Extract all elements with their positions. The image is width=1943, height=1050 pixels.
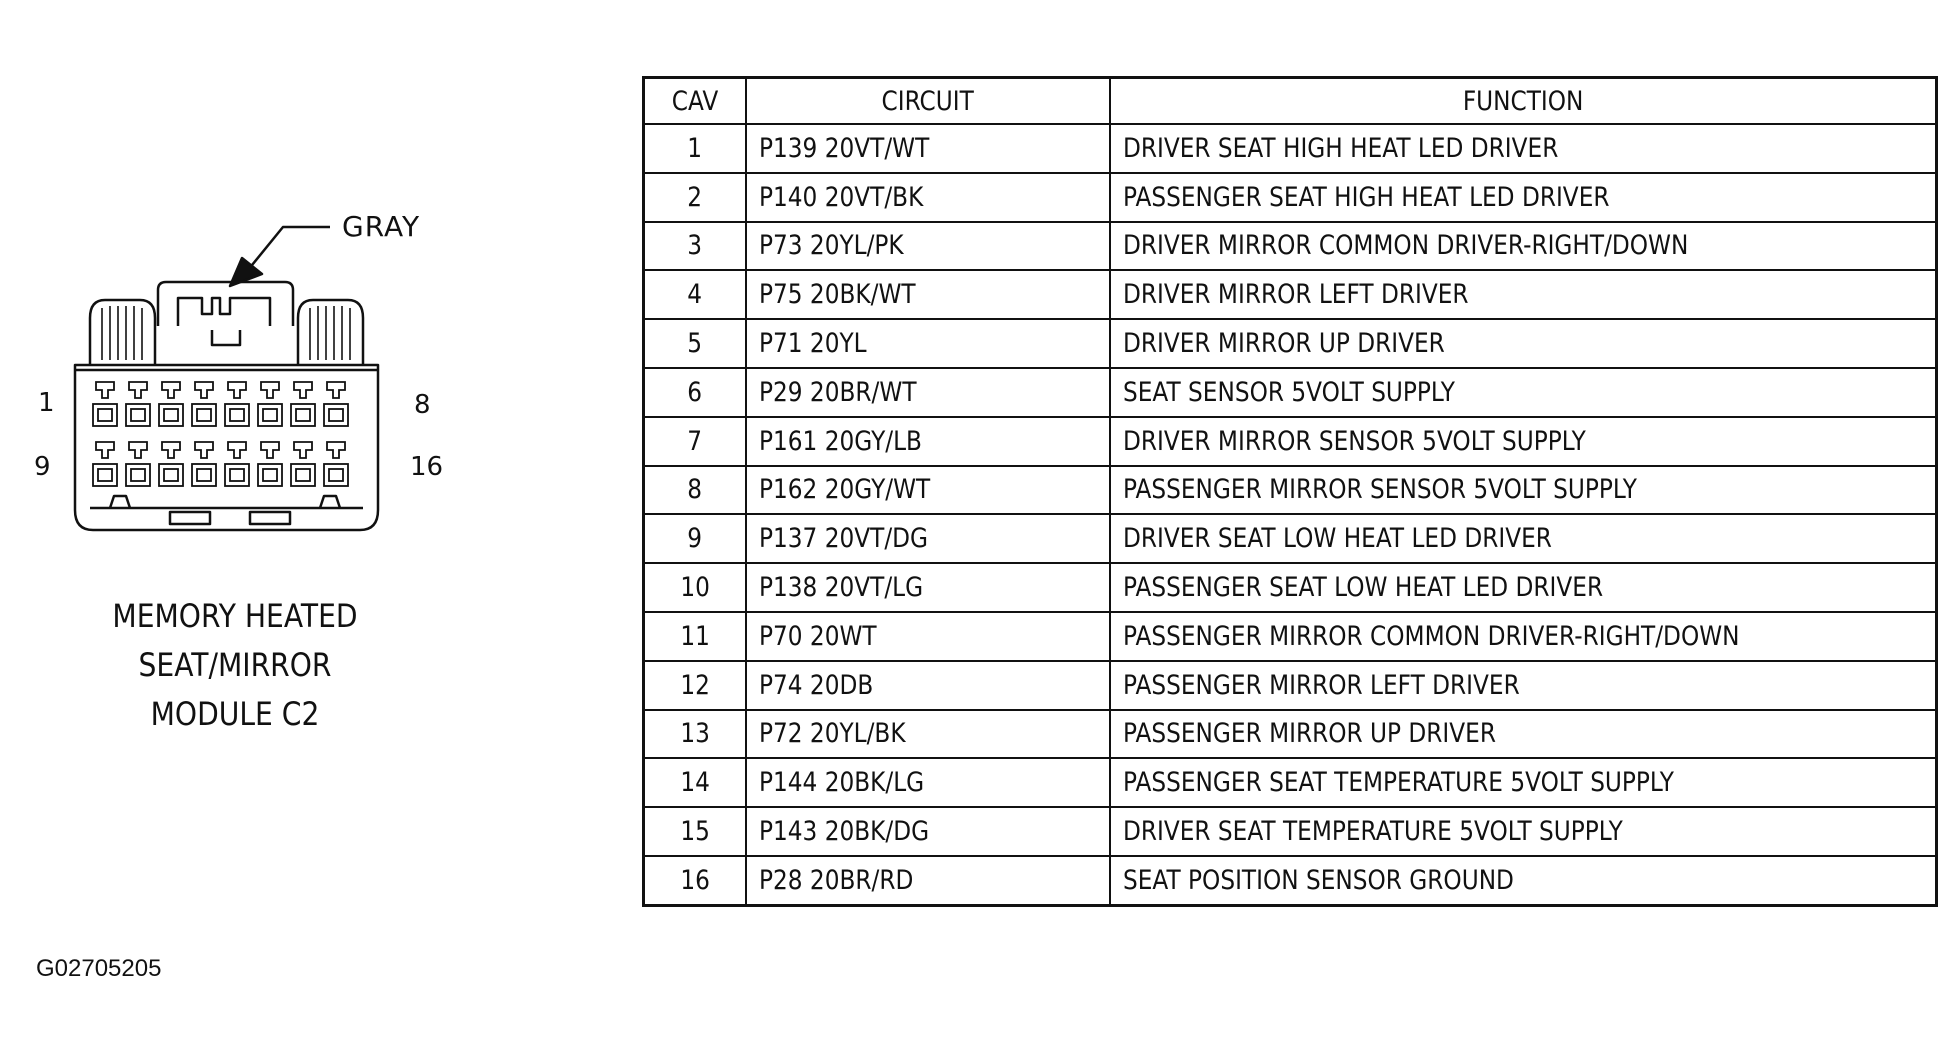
table-row bbox=[644, 661, 1937, 710]
function-cell: PASSENGER SEAT TEMPERATURE 5VOLT SUPPLY bbox=[1110, 758, 1937, 807]
cavity-10 bbox=[126, 442, 150, 486]
function-cell: DRIVER SEAT LOW HEAT LED DRIVER bbox=[1110, 514, 1937, 563]
circuit-cell: P162 20GY/WT bbox=[746, 466, 1110, 515]
pin-label-16: 16 bbox=[410, 452, 444, 482]
circuit-cell: P71 20YL bbox=[746, 319, 1110, 368]
cavity-14 bbox=[258, 442, 282, 486]
table-row bbox=[644, 124, 1937, 173]
function-cell: SEAT SENSOR 5VOLT SUPPLY bbox=[1110, 368, 1937, 417]
cavity-11 bbox=[159, 442, 183, 486]
function-cell: DRIVER MIRROR LEFT DRIVER bbox=[1110, 270, 1937, 319]
pin-label-1: 1 bbox=[38, 388, 55, 418]
cav-cell: 10 bbox=[644, 563, 747, 612]
cavity-7 bbox=[291, 382, 315, 426]
cavity-8 bbox=[324, 382, 348, 426]
circuit-cell: P28 20BR/RD bbox=[746, 856, 1110, 905]
pin-label-9: 9 bbox=[34, 452, 51, 482]
function-cell: PASSENGER MIRROR LEFT DRIVER bbox=[1110, 661, 1937, 710]
cav-cell: 9 bbox=[644, 514, 747, 563]
function-cell: DRIVER MIRROR UP DRIVER bbox=[1110, 319, 1937, 368]
circuit-cell: P138 20VT/LG bbox=[746, 563, 1110, 612]
table-row bbox=[644, 710, 1937, 759]
function-cell: DRIVER MIRROR SENSOR 5VOLT SUPPLY bbox=[1110, 417, 1937, 466]
function-cell: PASSENGER SEAT HIGH HEAT LED DRIVER bbox=[1110, 173, 1937, 222]
table-row bbox=[644, 319, 1937, 368]
circuit-cell: P137 20VT/DG bbox=[746, 514, 1110, 563]
circuit-cell: P73 20YL/PK bbox=[746, 222, 1110, 271]
circuit-cell: P140 20VT/BK bbox=[746, 173, 1110, 222]
cav-cell: 4 bbox=[644, 270, 747, 319]
circuit-cell: P144 20BK/LG bbox=[746, 758, 1110, 807]
module-caption bbox=[81, 592, 389, 739]
cavity-9 bbox=[93, 442, 117, 486]
cavity-3 bbox=[159, 382, 183, 426]
cavity-2 bbox=[126, 382, 150, 426]
table-row bbox=[644, 222, 1937, 271]
cav-cell: 15 bbox=[644, 807, 747, 856]
cavity-13 bbox=[225, 442, 249, 486]
function-cell: DRIVER SEAT HIGH HEAT LED DRIVER bbox=[1110, 124, 1937, 173]
function-cell: PASSENGER MIRROR SENSOR 5VOLT SUPPLY bbox=[1110, 466, 1937, 515]
cav-cell: 16 bbox=[644, 856, 747, 905]
header-cav: CAV bbox=[644, 78, 747, 125]
table-row bbox=[644, 270, 1937, 319]
cav-cell: 13 bbox=[644, 710, 747, 759]
cavity-1 bbox=[93, 382, 117, 426]
cav-cell: 6 bbox=[644, 368, 747, 417]
circuit-cell: P72 20YL/BK bbox=[746, 710, 1110, 759]
table-header-row bbox=[644, 78, 1937, 125]
function-cell: PASSENGER MIRROR COMMON DRIVER-RIGHT/DOWN bbox=[1110, 612, 1937, 661]
circuit-cell: P139 20VT/WT bbox=[746, 124, 1110, 173]
table-row bbox=[644, 856, 1937, 905]
caption-line-2: SEAT/MIRROR bbox=[138, 646, 332, 684]
cav-cell: 1 bbox=[644, 124, 747, 173]
cav-cell: 14 bbox=[644, 758, 747, 807]
circuit-cell: P70 20WT bbox=[746, 612, 1110, 661]
table-row bbox=[644, 563, 1937, 612]
cavity-6 bbox=[258, 382, 282, 426]
caption-line-3: MODULE C2 bbox=[150, 695, 320, 733]
table-row bbox=[644, 368, 1937, 417]
connector-panel bbox=[0, 0, 560, 1050]
figure-id: G02705205 bbox=[36, 955, 162, 982]
circuit-cell: P29 20BR/WT bbox=[746, 368, 1110, 417]
cav-cell: 11 bbox=[644, 612, 747, 661]
function-cell: DRIVER SEAT TEMPERATURE 5VOLT SUPPLY bbox=[1110, 807, 1937, 856]
connector-drawing bbox=[30, 190, 430, 560]
cavity-5 bbox=[225, 382, 249, 426]
table-row bbox=[644, 514, 1937, 563]
pin-label-8: 8 bbox=[414, 390, 431, 420]
table-row bbox=[644, 417, 1937, 466]
circuit-cell: P143 20BK/DG bbox=[746, 807, 1110, 856]
caption-line-1: MEMORY HEATED bbox=[112, 597, 358, 635]
circuit-cell: P161 20GY/LB bbox=[746, 417, 1110, 466]
pinout-rows bbox=[644, 124, 1937, 905]
cav-cell: 5 bbox=[644, 319, 747, 368]
header-function: FUNCTION bbox=[1110, 78, 1937, 125]
circuit-cell: P75 20BK/WT bbox=[746, 270, 1110, 319]
cavity-16 bbox=[324, 442, 348, 486]
cavity-4 bbox=[192, 382, 216, 426]
cavity-15 bbox=[291, 442, 315, 486]
cav-cell: 2 bbox=[644, 173, 747, 222]
function-cell: PASSENGER SEAT LOW HEAT LED DRIVER bbox=[1110, 563, 1937, 612]
table-row bbox=[644, 173, 1937, 222]
cav-cell: 3 bbox=[644, 222, 747, 271]
table-row bbox=[644, 807, 1937, 856]
cavity-12 bbox=[192, 442, 216, 486]
connector-color-label: GRAY bbox=[342, 210, 421, 243]
function-cell: DRIVER MIRROR COMMON DRIVER-RIGHT/DOWN bbox=[1110, 222, 1937, 271]
cav-cell: 7 bbox=[644, 417, 747, 466]
cav-cell: 12 bbox=[644, 661, 747, 710]
circuit-cell: P74 20DB bbox=[746, 661, 1110, 710]
function-cell: SEAT POSITION SENSOR GROUND bbox=[1110, 856, 1937, 905]
pinout-table bbox=[642, 76, 1938, 907]
table-row bbox=[644, 612, 1937, 661]
function-cell: PASSENGER MIRROR UP DRIVER bbox=[1110, 710, 1937, 759]
table-row bbox=[644, 466, 1937, 515]
table-row bbox=[644, 758, 1937, 807]
cav-cell: 8 bbox=[644, 466, 747, 515]
header-circuit: CIRCUIT bbox=[746, 78, 1110, 125]
